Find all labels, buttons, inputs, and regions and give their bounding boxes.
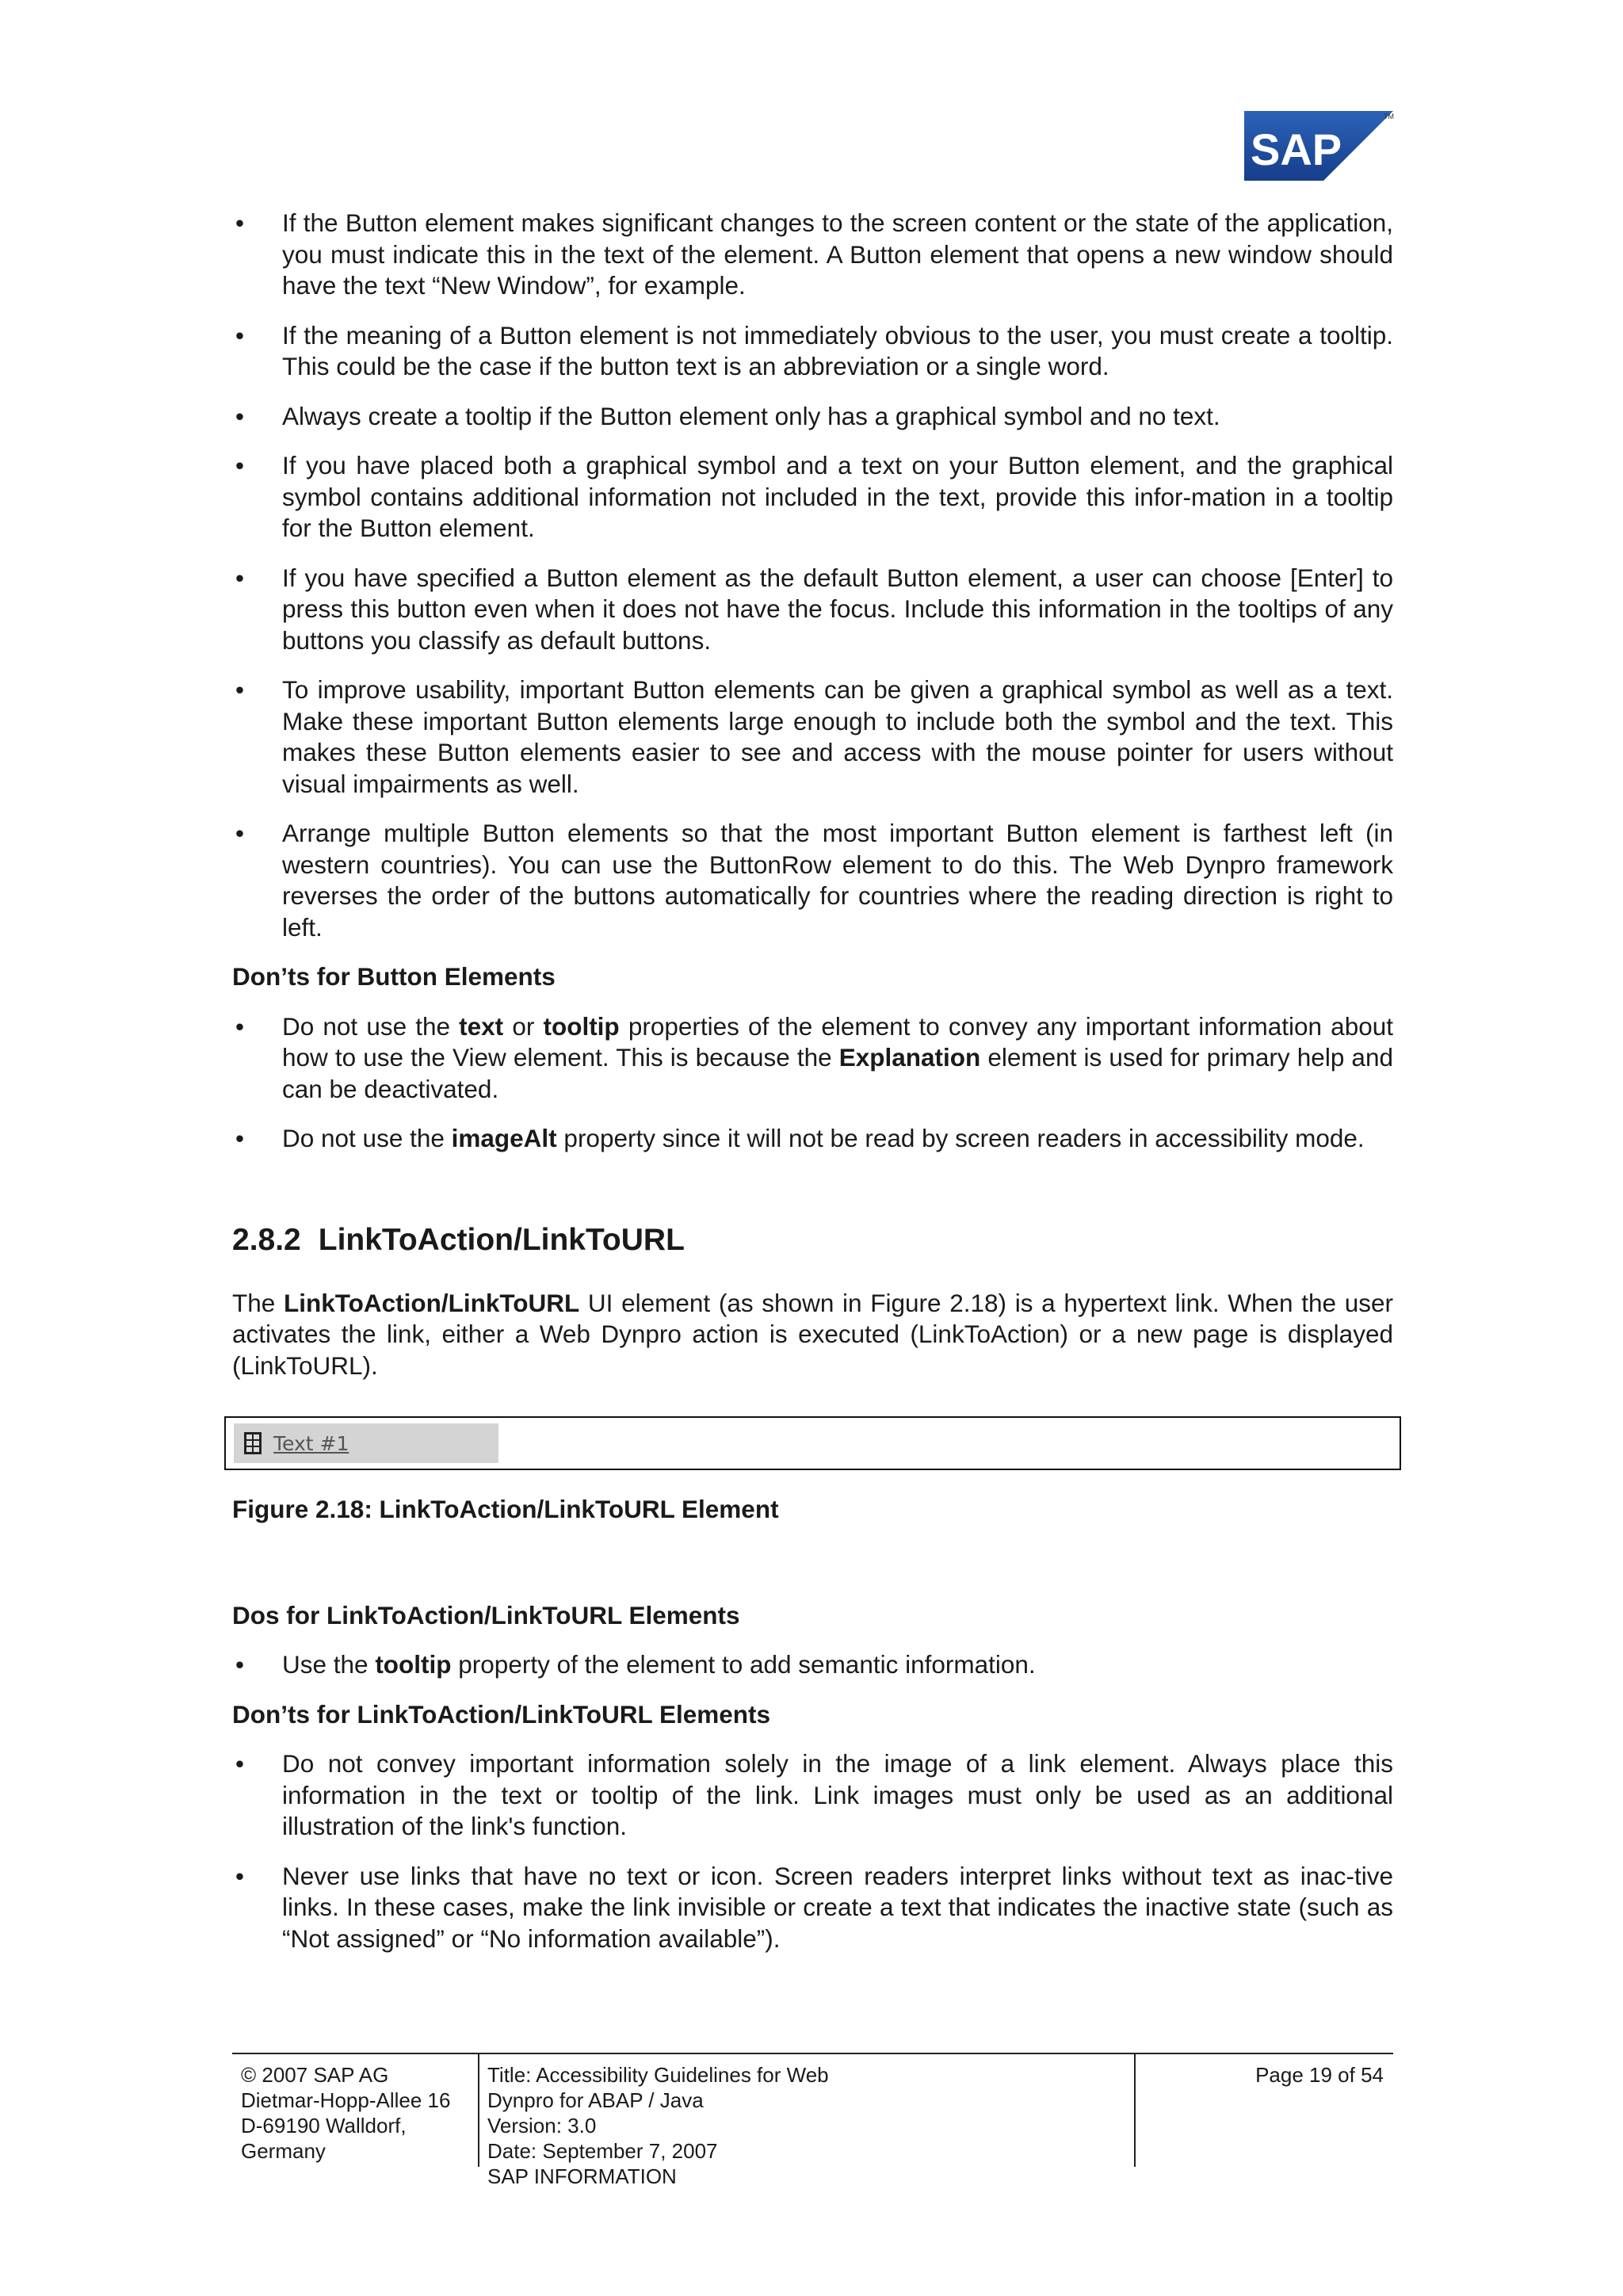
figure-frame — [224, 1416, 1401, 1470]
emphasized-term: text — [459, 1011, 504, 1041]
text-run: Never use links that have no text or icon. Screen readers interpret links without text as inac-tive links. In these cases, make the link invisible or create a text that indicates the inactive state (such as “Not assigned” or “No information available”). — [282, 1861, 1393, 1953]
footer-divider — [478, 2054, 479, 2167]
footer-line: © 2007 SAP AG — [241, 2063, 389, 2087]
text-run: Do not use the — [282, 1011, 460, 1041]
section-title: LinkToAction/LinkToURL — [318, 1222, 685, 1257]
link-donts-list — [232, 1748, 1393, 1954]
text-run: properties of the element to convey any important information about how to use the View element. This is because the — [282, 1011, 1394, 1072]
list-item — [232, 818, 1393, 943]
emphasized-term: imageAlt — [451, 1124, 557, 1152]
bullet-icon: • — [235, 451, 245, 479]
emphasized-term: tooltip — [543, 1011, 620, 1041]
list-item — [232, 401, 1393, 433]
text-run: Do not convey important information solely in the image of a link element. Always place this information in the text or tooltip of the link. Link images must only be used as an additional illustration of the link's function. — [282, 1749, 1393, 1840]
section-heading — [232, 1221, 1393, 1259]
text-run: Do not use the — [282, 1124, 452, 1152]
list-item — [232, 1123, 1393, 1155]
text-run: property of the element to add semantic information. — [451, 1650, 1036, 1679]
svg-text:SAP: SAP — [1251, 124, 1342, 174]
page-footer — [232, 2053, 1393, 2188]
footer-line: SAP INFORMATION — [487, 2164, 677, 2188]
footer-line: Date: September 7, 2007 — [487, 2139, 718, 2163]
list-item — [232, 674, 1393, 800]
bullet-icon: • — [235, 819, 245, 847]
page-number: Page 19 of 54 — [1255, 2063, 1384, 2087]
bullet-icon: • — [235, 675, 245, 704]
bullet-icon: • — [235, 1650, 245, 1679]
bullet-icon: • — [235, 1011, 245, 1041]
text-run: UI element (as shown in Figure 2.18) is a hypertext link. When the user activates the link, either a Web Dynpro action is executed (LinkToAction) or a new page is displayed (LinkToURL). — [232, 1288, 1393, 1380]
button-donts-heading: Don’ts for Button Elements — [232, 962, 556, 991]
footer-line: D-69190 Walldorf, — [241, 2114, 407, 2137]
text-run: Use the — [282, 1650, 376, 1679]
text-run: Arrange multiple Button elements so that the most important Button element is farthest left (in western countries). You can use the ButtonRow element to do this. The Web Dynpro framework reverses the order of the buttons automatically for countries where the reading direction is right to left. — [282, 819, 1393, 942]
link-donts-heading: Don’ts for LinkToAction/LinkToURL Elements — [232, 1699, 771, 1729]
list-item — [232, 1861, 1393, 1955]
list-item — [232, 1649, 1393, 1681]
text-run: If the meaning of a Button element is not immediately obvious to the user, you must create a tooltip. This could be the case if the button text is an abbreviation or a single word. — [282, 320, 1393, 380]
footer-line: Germany — [241, 2139, 326, 2163]
list-item — [232, 563, 1393, 657]
bullet-icon: • — [235, 1749, 245, 1778]
text-run: element is used for primary help and can be deactivated. — [282, 1043, 1393, 1103]
list-item — [232, 320, 1393, 383]
main-content — [232, 208, 1393, 1973]
section-number: 2.8.2 — [232, 1222, 301, 1257]
bullet-icon: • — [235, 1124, 245, 1152]
emphasized-term: Explanation — [838, 1043, 981, 1072]
bullet-icon: • — [235, 320, 245, 350]
text-run: If you have placed both a graphical symbol and a text on your Button element, and the graphical symbol contains additional information not included in the text, provide this infor-mation in a tooltip for the Button element. — [282, 451, 1393, 542]
text-run: If the Button element makes significant changes to the screen content or the state of the application, you must indicate this in the text of the element. A Button element that opens a new window should have the text “New Window”, for example. — [282, 208, 1393, 300]
list-item — [232, 1748, 1393, 1843]
footer-line: Dietmar-Hopp-Allee 16 — [241, 2088, 451, 2112]
button-dos-list — [232, 208, 1393, 943]
bullet-icon: • — [235, 563, 245, 592]
footer-divider — [1134, 2054, 1136, 2167]
text-run: Always create a tooltip if the Button element only has a graphical symbol and no text. — [282, 401, 1220, 430]
footer-line: Version: 3.0 — [487, 2114, 597, 2137]
text-run: The — [232, 1288, 284, 1317]
link-dos-heading: Dos for LinkToAction/LinkToURL Elements — [232, 1600, 740, 1629]
list-item — [232, 1011, 1393, 1106]
emphasized-term: tooltip — [375, 1650, 452, 1679]
list-item — [232, 208, 1393, 302]
button-donts-list — [232, 1011, 1393, 1155]
link-grid-icon — [243, 1431, 262, 1455]
figure-link-element[interactable] — [234, 1423, 498, 1463]
bullet-icon: • — [235, 401, 245, 430]
svg-text:TM: TM — [1384, 113, 1394, 120]
text-run: To improve usability, important Button elements can be given a graphical symbol as well as a text. Make these important Button elements large enough to include both the symbol and the text. This makes these Button elements easier to see and access with the mouse pointer for users without visual impairments as well. — [282, 675, 1393, 798]
figure-link-text[interactable]: Text #1 — [273, 1431, 349, 1455]
footer-doc-info — [487, 2062, 884, 2189]
intro-paragraph — [232, 1288, 1393, 1382]
emphasized-term: LinkToAction/LinkToURL — [283, 1288, 580, 1317]
bullet-icon: • — [235, 208, 245, 237]
list-item — [232, 450, 1393, 544]
text-run: or — [503, 1011, 544, 1041]
footer-line: Title: Accessibility Guidelines for Web Dynpro for ABAP / Java — [487, 2063, 829, 2112]
figure-caption: Figure 2.18: LinkToAction/LinkToURL Element — [232, 1495, 779, 1523]
text-run: property since it will not be read by screen readers in accessibility mode. — [556, 1124, 1365, 1152]
bullet-icon: • — [235, 1861, 245, 1890]
footer-copyright — [241, 2062, 471, 2164]
text-run: If you have specified a Button element as the default Button element, a user can choose [Enter] to press this button even when it does not have the focus. Include this information in the tooltips of any buttons you classify as default buttons. — [282, 563, 1393, 655]
sap-logo — [1244, 111, 1396, 184]
link-dos-list — [232, 1649, 1393, 1681]
